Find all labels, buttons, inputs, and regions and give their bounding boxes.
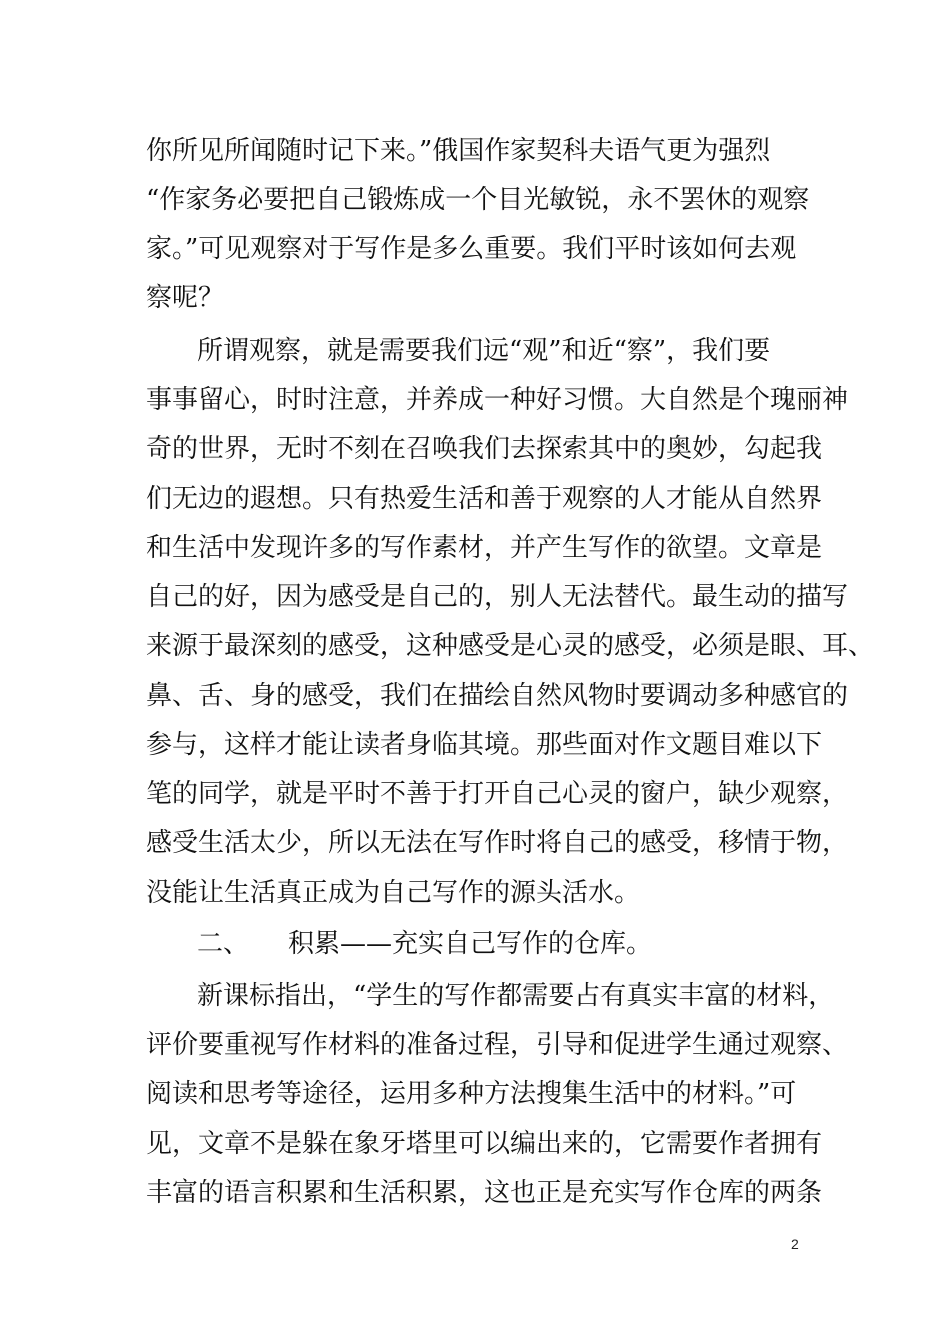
text-line-4: 察呢？ xyxy=(146,283,225,313)
text-line-8: 们无边的遐想。只有热爱生活和善于观察的人才能从自然界 xyxy=(146,484,823,514)
text-line-21: 见，文章不是躲在象牙塔里可以编出来的，它需要作者拥有 xyxy=(146,1129,823,1159)
text-line-10: 自己的好，因为感受是自己的，别人无法替代。最生动的描写 xyxy=(146,582,849,612)
text-line-1: 你所见所闻随时记下来。”俄国作家契科夫语气更为强烈 xyxy=(146,136,771,166)
text-line-7: 奇的世界，无时不刻在召唤我们去探索其中的奥妙，勾起我 xyxy=(146,434,823,464)
section-heading: 二、 积累——充实自己写作的仓库。 xyxy=(197,929,653,959)
text-line-13: 参与，这样才能让读者身临其境。那些面对作文题目难以下 xyxy=(146,730,823,760)
text-line-11: 来源于最深刻的感受，这种感受是心灵的感受，必须是眼、耳、 xyxy=(146,631,875,661)
paragraph-start-line: 新课标指出，“学生的写作都需要占有真实丰富的材料， xyxy=(197,981,835,1011)
text-line-6: 事事留心，时时注意，并养成一种好习惯。大自然是个瑰丽神 xyxy=(146,385,849,415)
text-line-9: 和生活中发现许多的写作素材，并产生写作的欲望。文章是 xyxy=(146,533,823,563)
text-line-3: 家。”可见观察对于写作是多么重要。我们平时该如何去观 xyxy=(146,234,797,264)
text-line-12: 鼻、舌、身的感受，我们在描绘自然风物时要调动多种感官的 xyxy=(146,681,849,711)
text-line-14: 笔的同学，就是平时不善于打开自己心灵的窗户，缺少观察， xyxy=(146,779,849,809)
paragraph-start-line: 所谓观察，就是需要我们远“观”和近“察”，我们要 xyxy=(197,336,771,366)
text-line-16: 没能让生活真正成为自己写作的源头活水。 xyxy=(146,878,641,908)
text-line-2: “作家务必要把自己锻炼成一个目光敏锐，永不罢休的观察 xyxy=(146,185,810,215)
page-number: 2 xyxy=(791,1236,799,1252)
text-line-22: 丰富的语言积累和生活积累，这也正是充实写作仓库的两条 xyxy=(146,1178,823,1208)
text-line-20: 阅读和思考等途径，运用多种方法搜集生活中的材料。”可 xyxy=(146,1079,797,1109)
text-line-15: 感受生活太少，所以无法在写作时将自己的感受，移情于物， xyxy=(146,828,849,858)
text-line-19: 评价要重视写作材料的准备过程，引导和促进学生通过观察、 xyxy=(146,1030,849,1060)
